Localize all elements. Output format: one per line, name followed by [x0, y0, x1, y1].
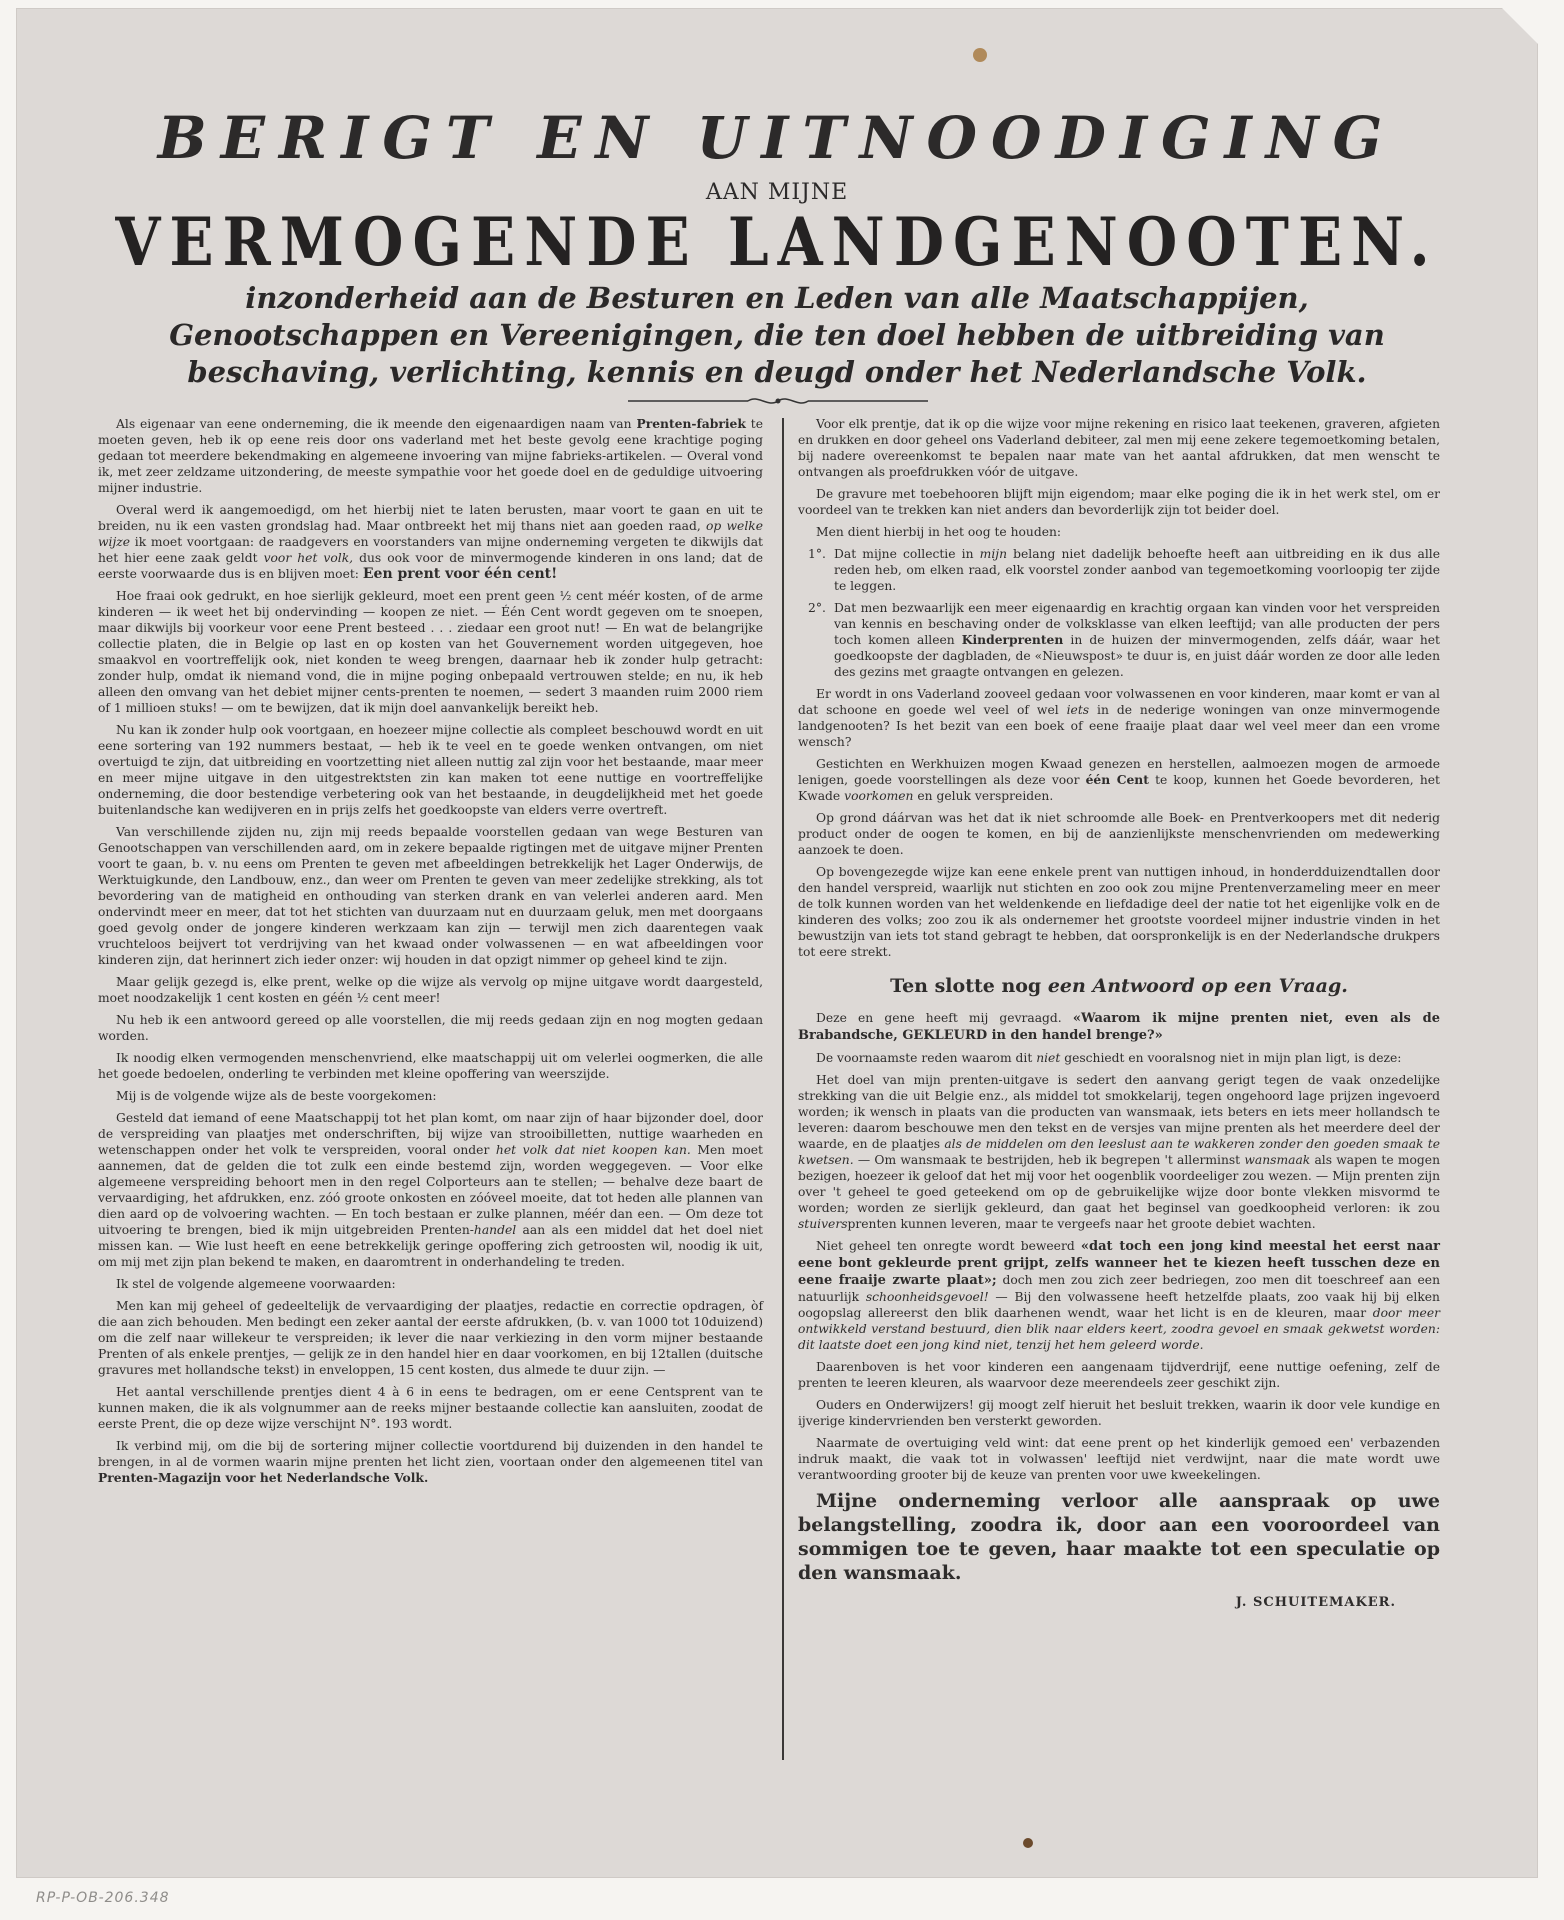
folded-corner	[1502, 8, 1538, 44]
list-item: 2°. Dat men bezwaarlijk een meer eigenaardig en krachtig orgaan kan vinden voor het verspreiden van kennis en beschaving onder de volksklasse van elken leeftijd; van alle producten der pers toch komen alleen Kinderprenten in de huizen der minvermogenden, zelfs dáár, waar het goedkoopste der dagbladen, de «Nieuwspost» te duur is, en juist dáár worden ze door alle leden des gezins met graagte ontvangen en gelezen.	[808, 601, 1440, 679]
left-column	[98, 416, 763, 1492]
paragraph: Niet geheel ten onregte wordt beweerd «dat toch een jong kind meestal het eerst naar eene bont gekleurde prent grijpt, zelfs wanneer het te kiezen heeft tusschen deze en eene fraaije zwarte plaat»; doch men zou zich zeer bedriegen, zoo men dit toeschreef aan een natuurlijk schoonheidsgevoel! — Bij den volwassene heeft hetzelfde plaats, zoo vaak hij bij elken oogopslag allereerst den blik daarhenen wendt, waar het licht is en de kleuren, maar door meer ontwikkeld verstand bestuurd, dien blik naar elders keert, zoodra gevoel en smaak gekwetst worden: dit laatste doet een jong kind niet, tenzij het hem geleerd worde.	[798, 1239, 1440, 1352]
pin-hole-bottom	[1023, 1838, 1033, 1848]
paragraph: Mij is de volgende wijze als de beste voorgekomen:	[116, 1089, 437, 1103]
paragraph: De voornaamste reden waarom dit niet geschiedt en vooralsnog niet in mijn plan ligt, is deze:	[816, 1051, 1402, 1065]
paragraph: Ouders en Onderwijzers! gij moogt zelf hieruit het besluit trekken, waarin ik door vele kundige en ijverige kindervrienden ben versterkt geworden.	[798, 1398, 1440, 1428]
paragraph: Deze en gene heeft mij gevraagd. «Waarom ik mijne prenten niet, even als de Brabandsche, GEKLEURD in den handel brenge?»	[798, 1011, 1440, 1043]
paragraph: Hoe fraai ook gedrukt, en hoe sierlijk gekleurd, moet een prent geen ½ cent méér kosten, of de arme kinderen — ik weet het bij ondervinding — koopen ze niet. — Één Cent wordt gegeven om te snoepen, maar dikwijls bij voorkeur voor eene Prent besteed . . . ziedaar een groot nut! — En wat de belangrijke collectie platen, die in Belgie op last en op kosten van het Gouvernement worden uitgegeven, hoe smaakvol en voortreffelijk ook, niet konden te weeg brengen, daarnaar heb ik zonder hulp getracht: zonder hulp, omdat ik niemand vond, die in mijne poging onbepaald vertrouwen stelde; en nu, ik heb alleen den omvang van het debiet mijner cents-prenten te noemen, — sedert 3 maanden ruim 2000 riem of 1 millioen stuks! — om te bewijzen, dat ik mijn doel aanvankelijk bereikt heb.	[98, 589, 763, 715]
paragraph: Ik noodig elken vermogenden menschenvriend, elke maatschappij uit om velerlei oogmerken, die alle het goede bedoelen, onderling te verbinden met kleine opoffering van weerszijde.	[98, 1051, 763, 1081]
column-divider	[782, 418, 784, 1760]
paragraph: Men dient hierbij in het oog te houden:	[816, 525, 1062, 539]
paragraph: Ik stel de volgende algemeene voorwaarden:	[116, 1277, 396, 1291]
poster-dedication: inzonderheid aan de Besturen en Leden van alle Maatschappijen, Genootschappen en Vereenigingen, die ten doel hebben de uitbreiding van beschaving, verlichting, kennis en deugd onder het Nederlandsche Volk.	[169, 281, 1385, 389]
paragraph: Men kan mij geheel of gedeeltelijk de vervaardiging der plaatjes, redactie en correctie opdragen, òf die aan zich behouden. Men bedingt een zeker aantal der eerste afdrukken, (b. v. van 1000 tot 10duizend) om die zelf naar willekeur te verspreiden; ik lever die naar verkiezing in den vorm mijner bestaande Prenten of als enkele prentjes, — gelijk ze in den handel hier en daar voorkomen, en bij 12tallen (duitsche gravures met hollandsche tekst) in enveloppen, 15 cent kosten, dus almede te duur zijn. —	[98, 1299, 763, 1377]
right-column	[798, 416, 1440, 1611]
closing-statement: Mijne onderneming verloor alle aanspraak op uwe belangstelling, zoodra ik, door aan een vooroordeel van sommigen toe te geven, haar maakte tot een speculatie op den wansmaak.	[798, 1490, 1440, 1584]
paragraph: Naarmate de overtuiging veld wint: dat eene prent op het kinderlijk gemoed een' verbazenden indruk maakt, die vaak tot in volwassen' leeftijd niet verdwijnt, naar die mate wordt uwe verantwoording grooter bij de keuze van prenten voor uwe kweekelingen.	[798, 1436, 1440, 1482]
paragraph: Maar gelijk gezegd is, elke prent, welke op die wijze als vervolg op mijne uitgave wordt daargesteld, moet noodzakelijk 1 cent kosten en géén ½ cent meer!	[98, 975, 763, 1005]
paragraph: Overal werd ik aangemoedigd, om het hierbij niet te laten berusten, maar voort te gaan en uit te breiden, nu ik een vasten grondslag had. Maar ontbreekt het mij thans niet aan goeden raad, op welke wijze ik moet voortgaan: de raadgevers en voorstanders van mijne onderneming vergeten te dikwijls dat het hier eene zaak geldt voor het volk, dus ook voor de minvermogende kinderen in ons land; dat de eerste voorwaarde dus is en blijven moet: Een prent voor één cent!	[98, 503, 764, 582]
paragraph: Gesteld dat iemand of eene Maatschappij tot het plan komt, om naar zijn of haar bijzonder doel, door de verspreiding van plaatjes met onderschriften, bij wijze van strooibilletten, nuttige waarheden en wetenschappen onder het volk te verspreiden, vooral onder het volk dat niet koopen kan. Men moet aannemen, dat de gelden die tot zulk een einde bestemd zijn, worden weggegeven. — Voor elke algemeene verspreiding behoort men in den regel Colporteurs aan te stellen; — behalve deze baart de vervaardiging, het afdrukken, enz. zóó groote onkosten en zóóveel moeite, dat tot heden alle plannen van dien aard op de volvoering wachten. — En toch bestaan er zulke plannen, méér dan een. — Om deze tot uitvoering te brengen, bied ik mijn uitgebreiden Prenten-handel aan als een middel dat het doel niet missen kan. — Wie lust heeft en eene betrekkelijk geringe opoffering zich getroosten wil, noodig ik uit, om mij met zijn plan bekend te maken, en daaromtrent in onderhandeling te treden.	[98, 1111, 763, 1269]
section-heading: Ten slotte nog een Antwoord op een Vraag.	[890, 975, 1348, 997]
paragraph: Gestichten en Werkhuizen mogen Kwaad genezen en herstellen, aalmoezen mogen de armoede lenigen, goede voorstellingen als deze voor één Cent te koop, kunnen het Goede bevorderen, het Kwade voorkomen en geluk verspreiden.	[798, 757, 1440, 803]
paragraph: Als eigenaar van eene onderneming, die ik meende den eigenaardigen naam van Prenten-fabriek te moeten geven, heb ik op eene reis door ons vaderland met het beste gevolg eene krachtige poging gedaan tot meerdere bekendmaking en algemeene invoering van mijne fabrieks-artikelen. — Overal vond ik, met zeer zeldzame uitzondering, de meeste sympathie voor het goede doel en de geduldige uitvoering mijner industrie.	[98, 416, 763, 495]
paragraph: Nu kan ik zonder hulp ook voortgaan, en hoezeer mijne collectie als compleet beschouwd wordt en uit eene sortering van 192 nummers bestaat, — heb ik te veel en te goede wenken ontvangen, om niet overtuigd te zijn, dat uitbreiding en voortzetting niet alleen nuttig zal zijn voor het bestaande, maar meer en meer mijne uitgave in den uitgestrektsten zin kan maken tot eene nuttige en voortreffelijke onderneming, die door bestendige verbetering ook van het bestaande, in deugdelijkheid met het goede buitenlandsche kan wedijveren en in prijs zelfs het goedkoopste van elders verre overtreft.	[98, 723, 763, 817]
catalog-stamp: RP-P-OB-206.348	[36, 1890, 170, 1906]
paragraph: Voor elk prentje, dat ik op die wijze voor mijne rekening en risico laat teekenen, graveren, afgieten en drukken en door geheel ons Vaderland debiteer, zal men mij eene zekere tegemoetkoming betalen, bij nadere overeenkomst te bepalen naar mate van het aantal afdrukken, dat men wenscht te ontvangen als proefdrukken vóór de uitgave.	[798, 417, 1440, 479]
paragraph: Het aantal verschillende prentjes dient 4 à 6 in eens te bedragen, om er eene Centsprent van te kunnen maken, die ik als volgnummer aan de reeks mijner bestaande collectie kan aansluiten, zoodat de eerste Prent, die op deze wijze verschijnt N°. 193 wordt.	[98, 1385, 763, 1431]
list-item: 1°. Dat mijne collectie in mijn belang niet dadelijk behoefte heeft aan uitbreiding en ik dus alle reden heb, om elken raad, elk voorstel zonder aanbod van tegemoetkoming voorloopig ter zijde te leggen.	[808, 547, 1440, 593]
poster-title-2: VERMOGENDE LANDGENOOTEN.	[115, 202, 1439, 282]
poster-title: BERIGT EN UITNOODIGING	[157, 104, 1397, 172]
paragraph: Ik verbind mij, om die bij de sortering mijner collectie voortdurend bij duizenden in den handel te brengen, in al de vormen waarin mijne prenten het licht zien, voortaan onder den algemeenen titel van Prenten-Magazijn voor het Nederlandsche Volk.	[98, 1439, 763, 1485]
paragraph: Er wordt in ons Vaderland zooveel gedaan voor volwassenen en voor kinderen, maar komt er van al dat schoone en goede wel veel of wel iets in de nederige woningen van onze minvermogende landgenooten? Is het bezit van een boek of eene fraaije plaat daar wel veel meer dan een vrome wensch?	[798, 687, 1440, 749]
ornament-divider	[628, 394, 928, 408]
pin-hole-top	[973, 48, 987, 62]
paragraph: Nu heb ik een antwoord gereed op alle voorstellen, die mij reeds gedaan zijn en nog mogten gedaan worden.	[98, 1013, 763, 1043]
paragraph: Het doel van mijn prenten-uitgave is sedert den aanvang gerigt tegen de vaak onzedelijke strekking van die uit Belgie enz., als middel tot smokkelarij, tegen ongehoord lage prijzen ingevoerd worden; ik wensch in plaats van die producten van wansmaak, iets beters en iets meer hollandsch te leveren: daarom beschouwe men den tekst en de versjes van mijne prenten als het meerdere deel der waarde, en de plaatjes als de middelen om den leeslust aan te wakkeren zonder den goeden smaak te kwetsen. — Om wansmaak te bestrijden, heb ik begrepen 't allerminst wansmaak als wapen te mogen bezigen, hoezeer ik geloof dat het mij voor het oogenblik voordeeliger zou wezen. — Mijn prenten zijn over 't geheel te goed geteekend om op de gebruikelijke wijze door bonte vlekken misvormd te worden; worden ze sierlijk gekleurd, dan gaat het beginsel van goedkoopheid verloren: ik zou stuiversprenten kunnen leveren, maar te vergeefs naar het groote debiet wachten.	[798, 1073, 1440, 1231]
signature: J. SCHUITEMAKER.	[1235, 1595, 1396, 1610]
paragraph: Op bovengezegde wijze kan eene enkele prent van nuttigen inhoud, in honderdduizendtallen door den handel verspreid, waarlijk nut stichten en zoo ook zou mijne Prentenverzameling meer en meer de tolk kunnen worden van het weldenkende en liefdadige deel der natie tot het eigenlijke volk en de kinderen des volks; zoo zou ik als ondernemer het grootste voordeel mijner industrie vinden in het bewustzijn van iets tot stand gebragt te hebben, dat oorspronkelijk is en der Nederlandsche drukpers tot eere strekt.	[798, 865, 1440, 959]
paragraph: Van verschillende zijden nu, zijn mij reeds bepaalde voorstellen gedaan van wege Besturen van Genootschappen van verschillenden aard, om in zekere bepaalde rigtingen met de uitgave mijner Prenten voort te gaan, b. v. nu eens om Prenten te geven met afbeeldingen betrekkelijk het Lager Onderwijs, de Werktuigkunde, den Landbouw, enz., dan weer om Prenten te geven van meer zedelijke strekking, als tot bevordering van de matigheid en onthouding van sterken drank en van velerlei anderen aard. Men ondervindt meer en meer, dat tot het stichten van duurzaam nut en duurzaam geluk, men met doorgaans goed gevolg onder de jongere kinderen werkzaam kan zijn — terwijl men zich daarentegen vaak vruchteloos beijvert tot verdrijving van het kwaad onder volwassenen — en wat afbeeldingen voor kinderen zijn, dat herinnert zich ieder onzer: wij houden in dat opzigt nimmer op geheel kind te zijn.	[98, 825, 763, 967]
poster-sheet	[16, 8, 1538, 1878]
paragraph: Op grond dáárvan was het dat ik niet schroomde alle Boek- en Prentverkoopers met dit nederig product onder de oogen te komen, en bij de aanzienlijkste menschenvrienden om medewerking aanzoek te doen.	[798, 811, 1440, 857]
paragraph: De gravure met toebehooren blijft mijn eigendom; maar elke poging die ik in het werk stel, om er voordeel van te trekken kan niet anders dan bevorderlijk zijn tot beider doel.	[798, 487, 1440, 517]
paragraph: Daarenboven is het voor kinderen een aangenaam tijdverdrijf, eene nuttige oefening, zelf de prenten te leeren kleuren, als waarvoor deze meerendeels zeer geschikt zijn.	[798, 1360, 1440, 1390]
poster-subtitle: AAN MIJNE	[705, 180, 849, 205]
